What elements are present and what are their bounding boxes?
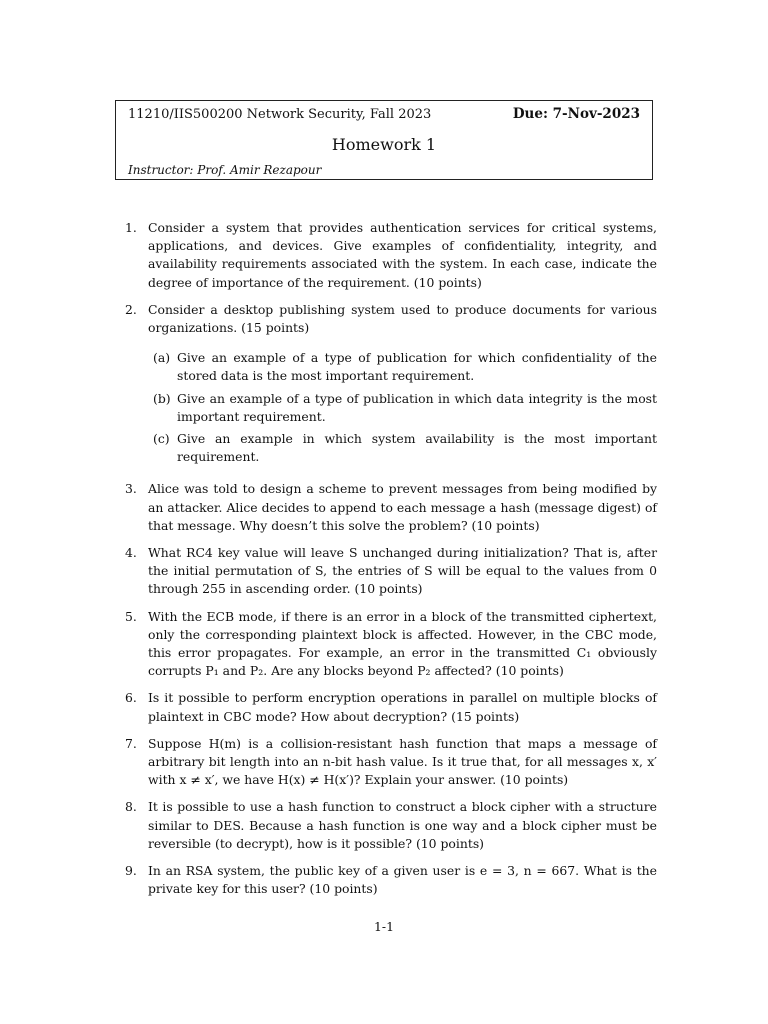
subpart-text: Give an example in which system availability is the most important requirement. — [177, 431, 657, 465]
page-number: 1-1 — [374, 919, 394, 934]
question-text: Suppose H(m) is a collision-resistant hash function that maps a message of arbitrary bit length into an n-bit hash value. Is it true that, for all messages x, x′ with x ≠ x′, we have H(x) ≠ H(x′)? Explain your answer. (10 points) — [148, 735, 657, 788]
question-2 — [125, 301, 657, 467]
subpart-text: Give an example of a type of publication for which confidentiality of the stored data is the most important requirement. — [177, 350, 657, 384]
question-6 — [125, 689, 657, 725]
question-list — [125, 219, 657, 908]
homework-title: Homework 1 — [331, 135, 437, 154]
question-number: 8. — [125, 799, 137, 815]
question-4 — [125, 544, 657, 599]
question-number: 7. — [125, 735, 137, 751]
subpart-label: (c) — [153, 431, 170, 447]
question-number: 3. — [125, 481, 137, 497]
question-text: What RC4 key value will leave S unchanged during initialization? That is, after the initial permutation of S, the entries of S will be equal to the values from 0 through 255 in ascending order. (10 points) — [148, 545, 657, 597]
subpart-text: Give an example of a type of publication in which data integrity is the most important requirement. — [177, 390, 657, 424]
question-number: 6. — [125, 690, 137, 706]
question-7 — [125, 735, 657, 790]
question-text: In an RSA system, the public key of a given user is e = 3, n = 667. What is the private key for this user? (10 points) — [148, 863, 657, 897]
question-text: Is it possible to perform encryption operations in parallel on multiple blocks of plaintext in CBC mode? How about decryption? (15 points) — [148, 690, 657, 724]
subpart-list — [148, 349, 657, 466]
subpart-label: (a) — [153, 350, 171, 366]
question-number: 9. — [125, 863, 137, 879]
question-3 — [125, 480, 657, 535]
subpart-label: (b) — [153, 390, 171, 406]
question-text: It is possible to use a hash function to construct a block cipher with a structure similar to DES. Because a hash function is one way and a block cipher must be reversible (to decrypt), how is it possible? (10 points) — [148, 799, 657, 851]
subpart-c — [148, 430, 657, 466]
question-number: 4. — [125, 545, 137, 561]
due-date: Due: 7-Nov-2023 — [512, 106, 640, 122]
subpart-b — [148, 390, 657, 426]
question-number: 5. — [125, 608, 137, 624]
question-8 — [125, 798, 657, 853]
course-title: 11210/IIS500200 Network Security, Fall 2023 — [128, 107, 432, 122]
question-number: 1. — [125, 220, 137, 235]
question-text: Consider a system that provides authentication services for critical systems, applications, and devices. Give examples of confidentiality, integrity, and availability requirements associated with the system. In each case, indicate the degree of importance of the requirement. (10 points) — [148, 220, 657, 290]
question-text: Alice was told to design a scheme to prevent messages from being modified by an attacker. Alice decides to append to each message a hash (message digest) of that message. Why doesn’t this solve the problem? (10 points) — [148, 481, 657, 533]
question-1 — [125, 219, 657, 292]
question-text: Consider a desktop publishing system used to produce documents for various organizations. (15 points) — [148, 301, 657, 336]
header-box — [115, 100, 653, 180]
question-5 — [125, 608, 657, 681]
question-text: With the ECB mode, if there is an error in a block of the transmitted ciphertext, only the corresponding plaintext block is affected. However, in the CBC mode, this error propagates. For example, an error in the transmitted C₁ obviously corrupts P₁ and P₂. Are any blocks beyond P₂ affected? (10 points) — [148, 608, 657, 679]
question-number: 2. — [125, 301, 137, 317]
question-9 — [125, 862, 657, 898]
instructor-name: Instructor: Prof. Amir Rezapour — [128, 163, 322, 177]
subpart-a — [148, 349, 657, 385]
